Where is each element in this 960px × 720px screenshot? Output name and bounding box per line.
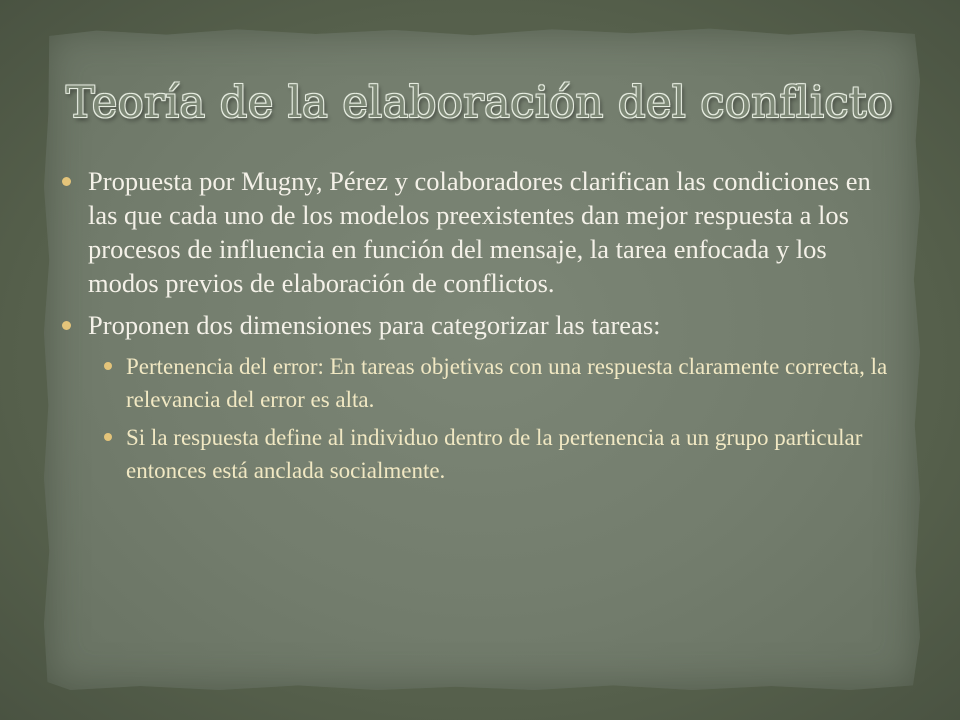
bullet-text: Propuesta por Mugny, Pérez y colaboradores clarifican las condiciones en las que cada uno de los modelos preexistentes dan mejor respuesta a los procesos de influencia en función del mensaje, la tarea enfocada y los modos previos de elaboración de conflictos. <box>88 166 871 298</box>
bullet-text: Proponen dos dimensiones para categorizar las tareas: <box>88 310 661 340</box>
bullet-dot-icon <box>62 177 71 186</box>
sub-bullet-item <box>62 421 902 487</box>
sub-bullet-text: Si la respuesta define al individuo dentro de la pertenencia a un grupo particular entonces está anclada socialmente. <box>126 425 863 483</box>
bullet-item <box>62 164 902 300</box>
bullet-item <box>62 308 902 342</box>
slide-content <box>62 164 902 492</box>
sub-bullet-text: Pertenencia del error: En tareas objetivas con una respuesta claramente correcta, la relevancia del error es alta. <box>126 354 888 412</box>
bullet-dot-icon <box>104 362 112 370</box>
slide-title: Teoría de la elaboración del conflicto <box>66 78 894 128</box>
sub-bullet-item <box>62 350 902 416</box>
bullet-dot-icon <box>104 433 112 441</box>
bullet-dot-icon <box>62 321 71 330</box>
